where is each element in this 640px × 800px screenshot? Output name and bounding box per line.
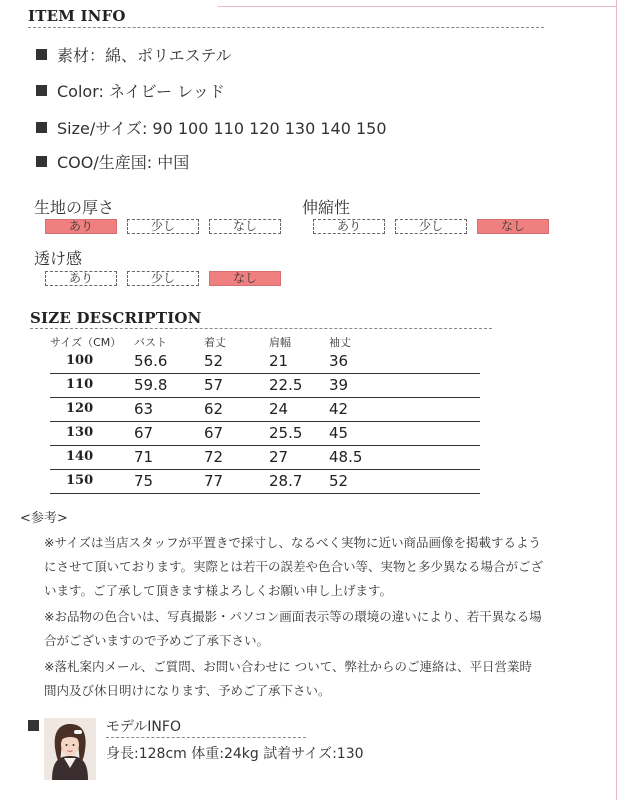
spec-text: Color: ネイビー レッド [57, 82, 225, 101]
note-paragraph: ※落札案内メール、ご質問、お問い合わせに ついて、弊社からのご連絡は、平日営業時間内及び休日明けになります、予めご了承下さい。 [44, 659, 532, 698]
cell-bust: 59.8 [134, 374, 204, 398]
notes-heading: <参考> [20, 511, 68, 526]
thickness-option-nashi: なし [209, 219, 281, 234]
cell-size: 110 [50, 374, 134, 398]
cell-bust: 63 [134, 398, 204, 422]
stretch-option-sukoshi: 少し [395, 219, 467, 234]
table-row [50, 374, 480, 398]
model-info-title: モデルINFO [106, 719, 181, 735]
stretch-option-ari: あり [313, 219, 385, 234]
cell-sleeve: 36 [329, 350, 480, 374]
sheer-options [45, 271, 281, 286]
bullet-icon [36, 85, 47, 96]
size-description-divider [30, 328, 492, 329]
header-length: 着丈 [204, 336, 226, 349]
header-size: サイズ（CM） [50, 336, 122, 349]
header-shoulder: 肩幅 [269, 336, 291, 349]
thickness-options [45, 219, 281, 234]
cell-sleeve: 45 [329, 422, 480, 446]
cell-sleeve: 52 [329, 470, 480, 494]
cell-size: 140 [50, 446, 134, 470]
cell-size: 100 [50, 350, 134, 374]
bullet-icon [36, 122, 47, 133]
spec-text: COO/生産国: 中国 [57, 153, 190, 172]
bullet-icon [36, 156, 47, 167]
sheer-option-sukoshi: 少し [127, 271, 199, 286]
spec-text: Size/サイズ: 90 100 110 120 130 140 150 [57, 119, 387, 138]
table-row [50, 422, 480, 446]
table-row [50, 350, 480, 374]
sheer-option-ari: あり [45, 271, 117, 286]
table-row [50, 446, 480, 470]
cell-size: 120 [50, 398, 134, 422]
cell-bust: 75 [134, 470, 204, 494]
cell-shoulder: 28.7 [269, 470, 329, 494]
cell-shoulder: 27 [269, 446, 329, 470]
cell-shoulder: 21 [269, 350, 329, 374]
cell-length: 77 [204, 470, 269, 494]
item-info-divider [28, 27, 544, 28]
spec-size [36, 116, 387, 139]
size-description-title: SIZE DESCRIPTION [30, 309, 202, 327]
notes-body [44, 531, 544, 705]
cell-size: 150 [50, 470, 134, 494]
size-table-header [50, 334, 480, 350]
corner-line-horizontal [218, 6, 616, 7]
stretch-options [313, 219, 549, 234]
cell-sleeve: 48.5 [329, 446, 480, 470]
cell-bust: 56.6 [134, 350, 204, 374]
bullet-icon [36, 49, 47, 60]
cell-sleeve: 39 [329, 374, 480, 398]
thickness-option-ari: あり [45, 219, 117, 234]
spec-material [36, 43, 232, 66]
size-table [50, 334, 480, 494]
cell-length: 52 [204, 350, 269, 374]
model-info-divider [106, 737, 306, 738]
cell-shoulder: 25.5 [269, 422, 329, 446]
spec-coo [36, 150, 189, 173]
stretch-label: 伸縮性 [302, 198, 351, 217]
cell-bust: 67 [134, 422, 204, 446]
note-paragraph: ※サイズは当店スタッフが平置きで採寸し、なるべく実物に近い商品画像を掲載するようにさせて頂いております。実際とは若干の誤差や色合い等、実物と多少異なる場合がございます。ご了承して頂きます様よろしくお願い申し上げます。 [44, 535, 544, 598]
table-row [50, 470, 480, 494]
header-sleeve: 袖丈 [329, 336, 351, 349]
sheer-option-nashi: なし [209, 271, 281, 286]
note-paragraph: ※お品物の色合いは、写真撮影・パソコン画面表示等の環境の違いにより、若干異なる場合がございますので予めご了承下さい。 [44, 609, 542, 648]
cell-length: 72 [204, 446, 269, 470]
cell-shoulder: 24 [269, 398, 329, 422]
cell-length: 57 [204, 374, 269, 398]
thickness-option-sukoshi: 少し [127, 219, 199, 234]
model-stats: 身長:128cm 体重:24kg 試着サイズ:130 [106, 746, 364, 762]
model-photo [44, 718, 96, 780]
bullet-icon [28, 720, 39, 731]
table-row [50, 398, 480, 422]
cell-shoulder: 22.5 [269, 374, 329, 398]
header-bust: バスト [134, 336, 167, 349]
cell-sleeve: 42 [329, 398, 480, 422]
thickness-label: 生地の厚さ [34, 198, 115, 217]
spec-text: 素材：綿、ポリエステル [57, 46, 232, 65]
cell-length: 67 [204, 422, 269, 446]
cell-size: 130 [50, 422, 134, 446]
item-info-title: ITEM INFO [28, 7, 126, 25]
cell-bust: 71 [134, 446, 204, 470]
sheer-label: 透け感 [34, 249, 83, 268]
spec-color [36, 79, 225, 102]
stretch-option-nashi: なし [477, 219, 549, 234]
corner-line-vertical [616, 0, 617, 800]
cell-length: 62 [204, 398, 269, 422]
